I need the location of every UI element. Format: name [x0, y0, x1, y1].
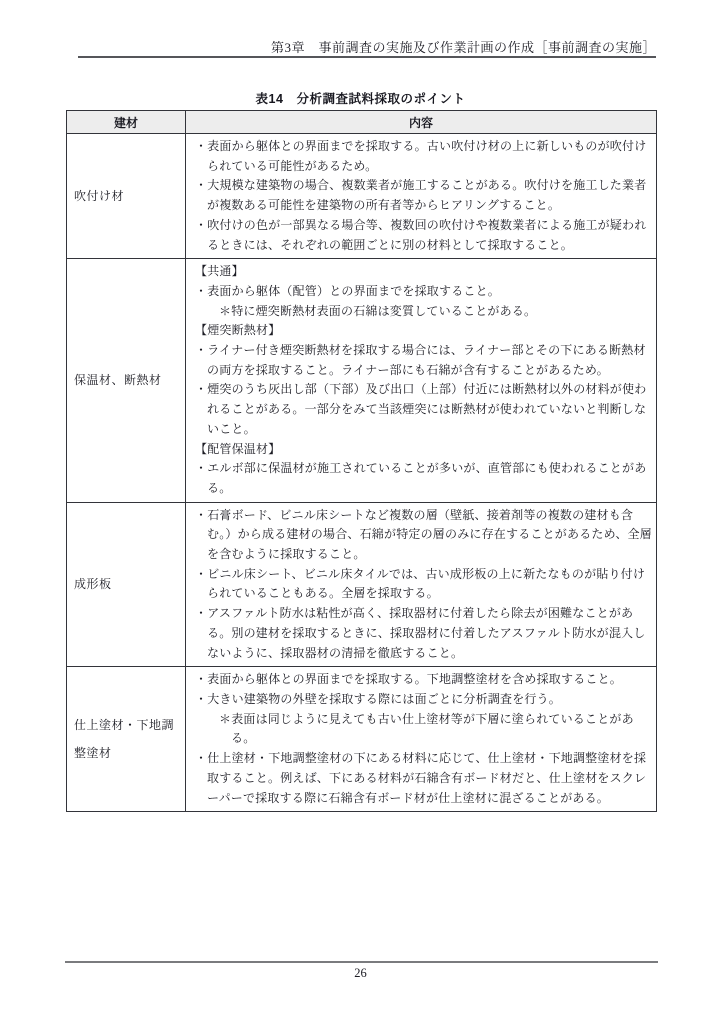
content-item-bullet: ・表面から躯体との界面までを採取する。下地調整塗材を含め採取すること。 [195, 672, 623, 687]
content-item-bullet: ・煙突のうち灰出し部（下部）及び出口（上部）付近には断熱材以外の材料が使われることがある。一部分をみて当該煙突には断熱材が使われていないと判断しないこと。 [195, 382, 647, 436]
content-item-bullet: ・大規模な建築物の場合、複数業者が施工することがある。吹付けを施工した業者が複数ある可能性を建築物の所有者等からヒアリングすること。 [195, 178, 647, 213]
material-cell: 成形板 [67, 502, 186, 667]
header-rule [78, 56, 656, 58]
table-row [67, 667, 657, 812]
content-item-bullet: ・吹付けの色が一部異なる場合等、複数回の吹付けや複数業者による施工が疑われるときには、それぞれの範囲ごとに別の材料として採取すること。 [195, 217, 647, 252]
content-item-section: 【煙突断熱材】 [195, 323, 281, 338]
content-item-section: 【共通】 [195, 264, 244, 279]
content-item-bullet: ・ビニル床シート、ビニル床タイルでは、古い成形板の上に新たなものが貼り付けられていることもある。全層を採取する。 [195, 566, 646, 601]
table-title: 表14 分析調査試料採取のポイント [255, 92, 466, 106]
content-cell [186, 134, 657, 259]
table-row [67, 502, 657, 667]
running-header-title: 第3章 事前調査の実施及び作業計画の作成［事前調査の実施］ [270, 40, 656, 55]
content-item-note: ＊表面は同じように見えても古い仕上塗材等が下層に塗られていることがある。 [219, 711, 634, 746]
page-number: 26 [354, 966, 367, 980]
column-header-material: 建材 [67, 111, 186, 134]
content-item-note: ＊特に煙突断熱材表面の石綿は変質していることがある。 [219, 303, 537, 318]
content-item-bullet: ・アスファルト防水は粘性が高く、採取器材に付着したら除去が困難なことがある。別の建材を採取するときに、採取器材に付着したアスファルト防水が混入しないように、採取器材の清掃を徹底すること。 [195, 606, 646, 660]
content-item-bullet: ・石膏ボード、ビニル床シートなど複数の層（壁紙、接着剤等の複数の建材も含む。）から成る建材の場合、石綿が特定の層のみに存在することがあるため、全層を含むように採取すること。 [195, 507, 652, 562]
content-cell [186, 502, 657, 667]
table-row [67, 134, 657, 259]
material-cell: 保温材、断熱材 [67, 259, 186, 502]
footer-rule [65, 961, 658, 963]
content-item-bullet: ・エルボ部に保温材が施工されていることが多いが、直管部にも使われることがある。 [195, 461, 647, 495]
content-item-bullet: ・大きい建築物の外壁を採取する際には面ごとに分析調査を行う。 [195, 691, 562, 706]
content-cell [186, 259, 657, 502]
content-item-bullet: ・ライナー付き煙突断熱材を採取する場合には、ライナー部とその下にある断熱材の両方を採取すること。ライナー部にも石綿が含有することがあるため。 [195, 343, 646, 377]
content-item-bullet: ・表面から躯体（配管）との界面までを採取すること。 [195, 283, 501, 298]
content-item-section: 【配管保温材】 [195, 441, 281, 456]
material-cell: 吹付け材 [67, 134, 186, 259]
column-header-content: 内容 [186, 111, 657, 134]
table-row [67, 259, 657, 502]
analysis-sampling-table [66, 110, 657, 812]
table-header-row [67, 111, 657, 134]
content-item-bullet: ・仕上塗材・下地調整塗材の下にある材料に応じて、仕上塗材・下地調整塗材を採取すること。例えば、下にある材料が石綿含有ボード材だと、仕上塗材をスクレーパーで採取する際に石綿含有ボード材が仕上塗材に混ざることがある。 [195, 751, 647, 805]
content-cell [186, 667, 657, 812]
content-item-bullet: ・表面から躯体との界面までを採取する。古い吹付け材の上に新しいものが吹付けられている可能性があるため。 [195, 139, 647, 173]
material-cell: 仕上塗材・下地調整塗材 [67, 667, 186, 812]
